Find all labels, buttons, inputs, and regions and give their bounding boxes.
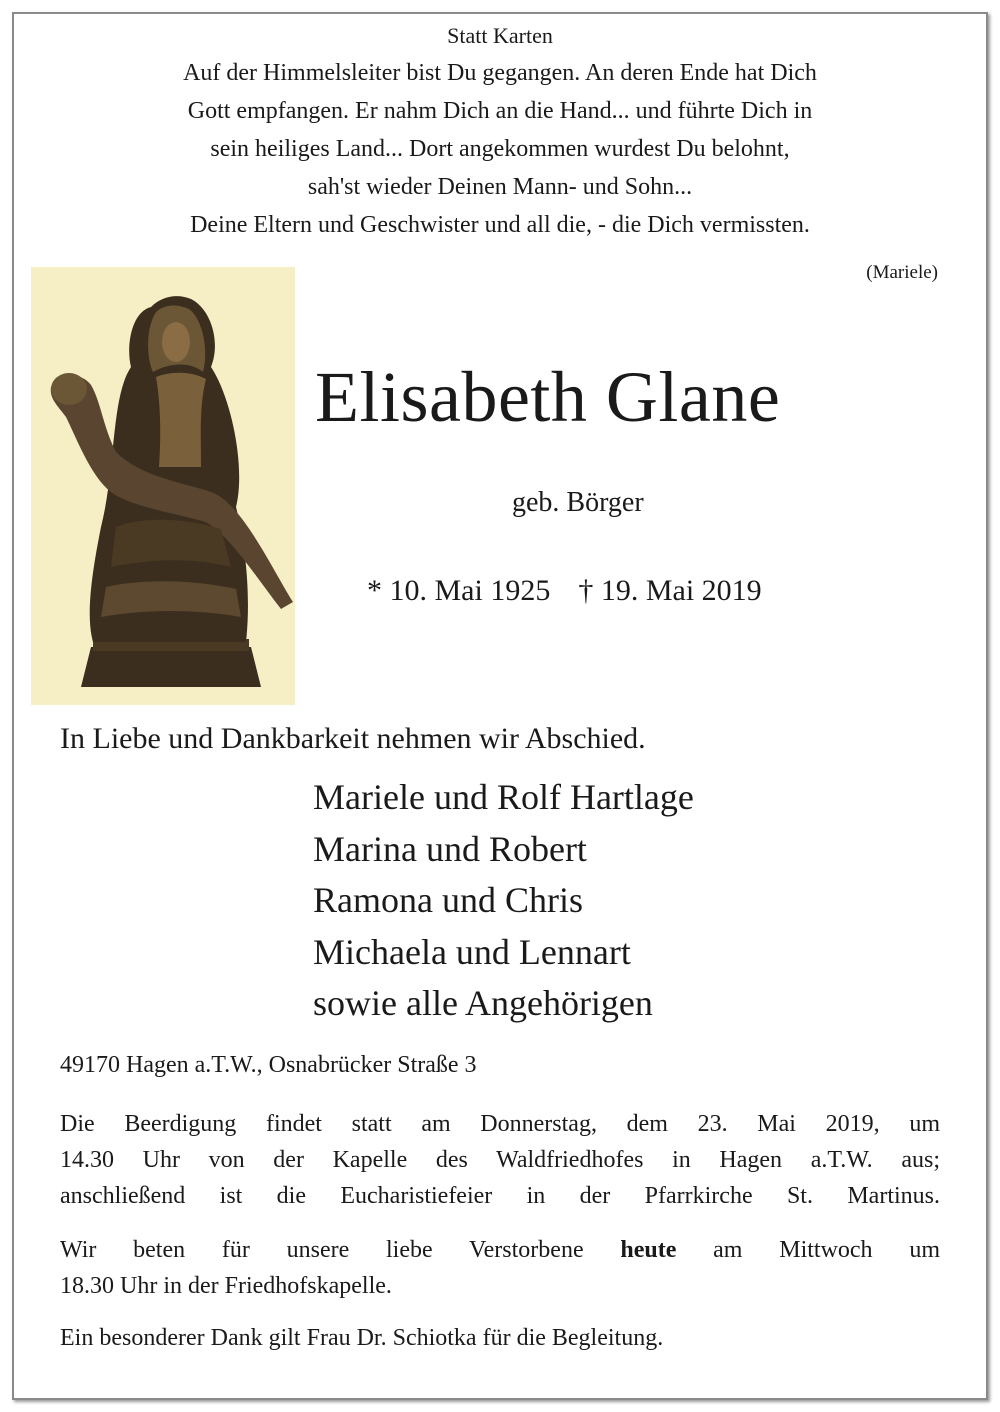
deceased-name: Elisabeth Glane <box>315 357 781 437</box>
birth-date: * 10. Mai 1925 <box>367 574 551 607</box>
mourner-name: Marina und Robert <box>313 828 587 869</box>
mourners-list <box>313 772 694 1030</box>
prayer-line <box>60 1232 940 1268</box>
mourner-name: sowie alle Angehörigen <box>313 983 653 1023</box>
poem-line: Deine Eltern und Geschwister und all die, - die Dich vermissten. <box>190 212 810 238</box>
mourner-name: Ramona und Chris <box>313 880 583 920</box>
prayer-day-emphasis: heute <box>620 1237 677 1263</box>
mourner-name: Mariele und Rolf Hartlage <box>313 777 694 817</box>
prayer-text: Wir beten für unsere liebe Verstorbene <box>60 1237 584 1263</box>
intro-poem <box>40 18 960 244</box>
poem-line: sah'st wieder Deinen Mann- und Sohn... <box>307 174 693 200</box>
prayer-text: am Mittwoch um <box>713 1237 940 1263</box>
prayer-details <box>60 1232 940 1304</box>
prayer-line: 18.30 Uhr in der Friedhofskapelle. <box>60 1273 392 1299</box>
maiden-name: geb. Börger <box>512 487 644 518</box>
death-date: † 19. Mai 2019 <box>578 574 762 607</box>
funeral-details <box>60 1106 940 1214</box>
funeral-line: Die Beerdigung findet statt am Donnerstag, dem 23. Mai 2019, um <box>60 1111 940 1137</box>
funeral-line: anschließend ist die Eucharistiefeier in der Pfarrkirche St. Martinus. <box>60 1183 940 1209</box>
heading-statt-karten: Statt Karten <box>447 23 553 48</box>
poem-signature: (Mariele) <box>866 262 938 283</box>
farewell-text: In Liebe und Dankbarkeit nehmen wir Abschied. <box>60 722 646 755</box>
pieta-statue-image <box>31 267 295 705</box>
life-dates <box>367 574 762 608</box>
family-address: 49170 Hagen a.T.W., Osnabrücker Straße 3 <box>60 1052 477 1078</box>
pieta-statue-icon <box>31 267 295 705</box>
mourner-name: Michaela und Lennart <box>313 931 631 972</box>
poem-line: Gott empfangen. Er nahm Dich an die Hand... und führte Dich in <box>187 98 813 124</box>
poem-line: Auf der Himmelsleiter bist Du gegangen. An deren Ende hat Dich <box>183 60 817 86</box>
funeral-line: 14.30 Uhr von der Kapelle des Waldfriedhofes in Hagen a.T.W. aus; <box>60 1147 940 1173</box>
poem-line: sein heiliges Land... Dort angekommen wurdest Du belohnt, <box>210 136 790 162</box>
thanks-text: Ein besonderer Dank gilt Frau Dr. Schiotka für die Begleitung. <box>60 1325 664 1351</box>
